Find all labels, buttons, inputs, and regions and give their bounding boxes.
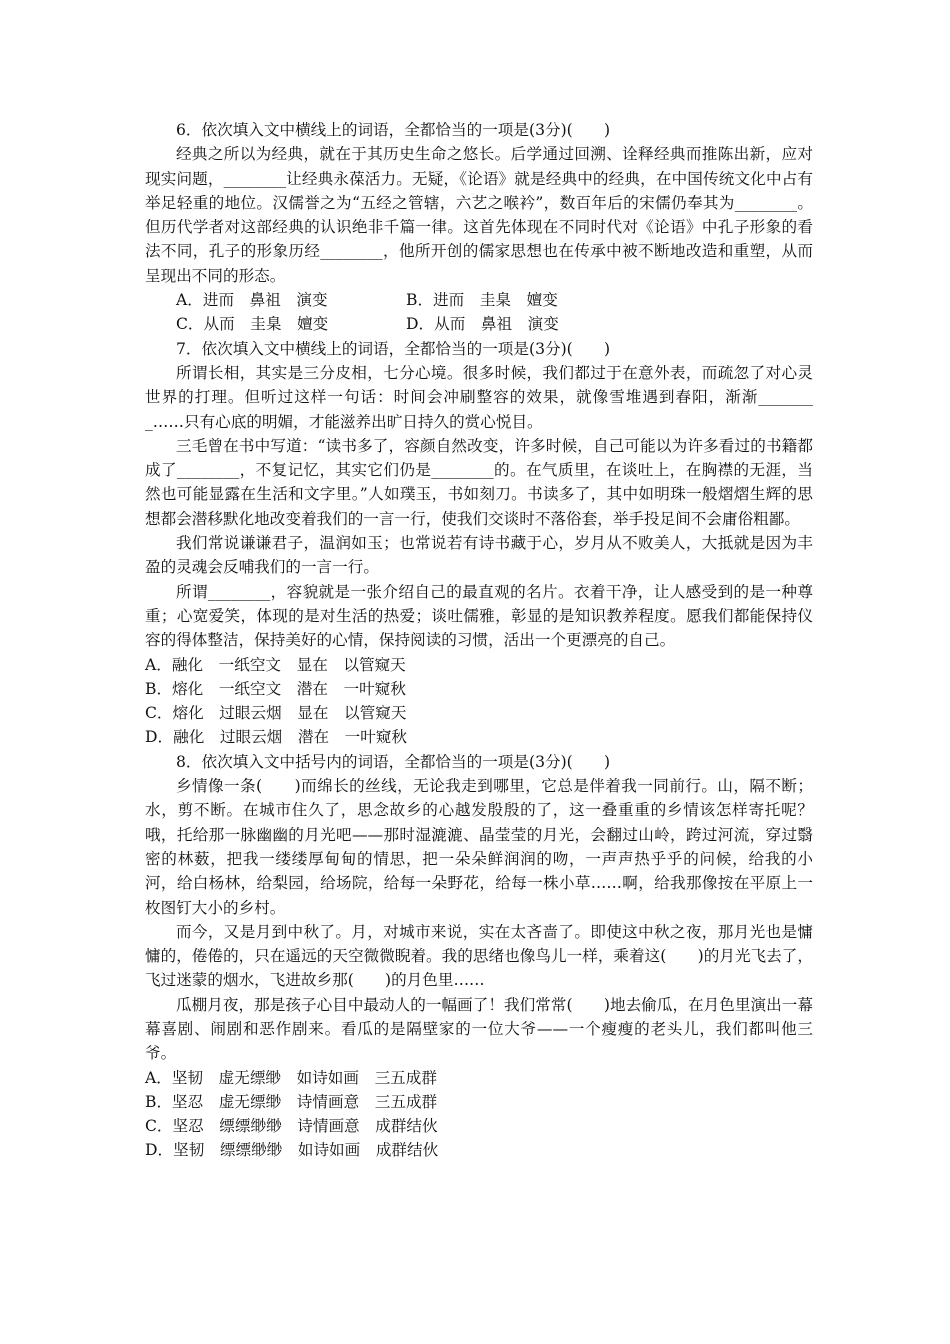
q8-paragraph-3: 瓜棚月夜，那是孩子心目中最动人的一幅画了！我们常常( )地去偷瓜，在月色里演出一幕幕喜剧、闹剧和恶作剧来。看瓜的是隔壁家的一位大爷——一个瘦瘦的老头儿，我们都叫他三爷。 <box>145 995 813 1063</box>
q6-options-row-2 <box>145 312 813 336</box>
q8-option-c: C．坚忍 缥缥缈缈 诗情画意 成群结伙 <box>145 1117 438 1136</box>
q8-paragraph-2: 而今，又是月到中秋了。月，对城市来说，实在太吝啬了。即使这中秋之夜，那月光也是慵慵的，倦倦的，只在遥远的天空微微睨着。我的思绪也像鸟儿一样，乘着这( )的月光飞去了，飞过迷蒙的烟水，飞进故乡那( )的月色里…… <box>145 922 813 990</box>
q8-option-b: B．坚忍 虚无缥缈 诗情画意 三五成群 <box>145 1092 438 1111</box>
q8-stem: 8．依次填入文中括号内的词语，全都恰当的一项是(3分)( ) <box>176 752 611 771</box>
q6-options-row-1 <box>145 288 813 312</box>
q6-passage: 经典之所以为经典，就在于其历史生命之悠长。后学通过回溯、诠释经典而推陈出新，应对现实问题，________让经典永葆活力。无疑，《论语》就是经典中的经典，在中国传统文化中占有举足轻重的地位。汉儒誉之为“五经之管辖，六艺之喉衿”，数百年后的宋儒仍奉其为________。但历代学者对这部经典的认识绝非千篇一律。这首先体现在不同时代对《论语》中孔子形象的看法不同，孔子的形象历经________，他所开创的儒家思想也在传承中被不断地改造和重塑，从而呈现出不同的形态。 <box>145 145 813 285</box>
q7-paragraph-2: 三毛曾在书中写道：“读书多了，容颜自然改变，许多时候，自己可能以为许多看过的书籍都成了________，不复记忆，其实它们仍是________的。在气质里，在谈吐上，在胸襟的无涯，当然也可能显露在生活和文字里。”人如璞玉，书如刻刀。书读多了，其中如明珠一般熠熠生辉的思想都会潜移默化地改变着我们的一言一行，使我们交谈时不落俗套，举手投足间不会庸俗粗鄙。 <box>145 436 813 528</box>
q6-option-b: B．进而 圭臬 嬗变 <box>406 291 558 310</box>
q8-option-a: A．坚韧 虚无缥缈 如诗如画 三五成群 <box>145 1068 437 1087</box>
q7-option-d: D．融化 过眼云烟 潜在 一叶窥秋 <box>145 728 408 747</box>
q6-stem: 6．依次填入文中横线上的词语，全都恰当的一项是(3分)( ) <box>176 121 611 139</box>
q7-stem: 7．依次填入文中横线上的词语，全都恰当的一项是(3分)( ) <box>176 339 611 358</box>
q7-option-b: B．熔化 一纸空文 潜在 一叶窥秋 <box>145 679 406 698</box>
q6-option-c: C．从而 圭臬 嬗变 <box>176 315 329 334</box>
q8-paragraph-1: 乡情像一条( )而绵长的丝线，无论我走到哪里，它总是伴着我一同前行。山，隔不断；水，剪不断。在城市住久了，思念故乡的心越发殷殷的了，这一叠重重的乡情该怎样寄托呢？哦，托给那一脉幽幽的月光吧——那时湿漉漉、晶莹莹的月光，会翻过山岭，跨过河流，穿过翳密的林薮，把我一缕缕厚甸甸的情思，把一朵朵鲜润润的吻，一声声热乎乎的问候，给我的小河，给白杨林，给梨园，给场院，给每一朵野花，给每一株小草……啊，给我那像按在平原上一枚图钉大小的乡村。 <box>145 777 813 917</box>
q7-paragraph-3: 我们常说谦谦君子，温润如玉；也常说若有诗书藏于心，岁月从不败美人，大抵就是因为丰盈的灵魂会反哺我们的一言一行。 <box>145 534 813 577</box>
q7-option-a: A．融化 一纸空文 显在 以管窥天 <box>145 655 406 674</box>
q6-option-a: A．进而 鼻祖 演变 <box>176 291 328 310</box>
q7-option-c: C．熔化 过眼云烟 显在 以管窥天 <box>145 704 407 723</box>
q8-option-d: D．坚韧 缥缥缈缈 如诗如画 成群结伙 <box>145 1141 439 1160</box>
exam-page <box>145 118 813 1163</box>
q7-paragraph-1: 所谓长相，其实是三分皮相，七分心境。很多时候，我们都过于在意外表，而疏忽了对心灵世界的打理。但听过这样一句话：时间会冲刷整容的效果，就像雪堆遇到春阳，渐渐________……只有心底的明媚，才能滋养出旷日持久的赏心悦目。 <box>145 363 813 431</box>
q6-option-d: D．从而 鼻祖 演变 <box>406 315 559 334</box>
q7-paragraph-4: 所谓________，容貌就是一张介绍自己的最直观的名片。衣着干净，让人感受到的是一种尊重；心宽爱笑，体现的是对生活的热爱；谈吐儒雅，彰显的是知识教养程度。愿我们都能保持仪容的得体整洁，保持美好的心情，保持阅读的习惯，活出一个更漂亮的自己。 <box>145 582 813 650</box>
